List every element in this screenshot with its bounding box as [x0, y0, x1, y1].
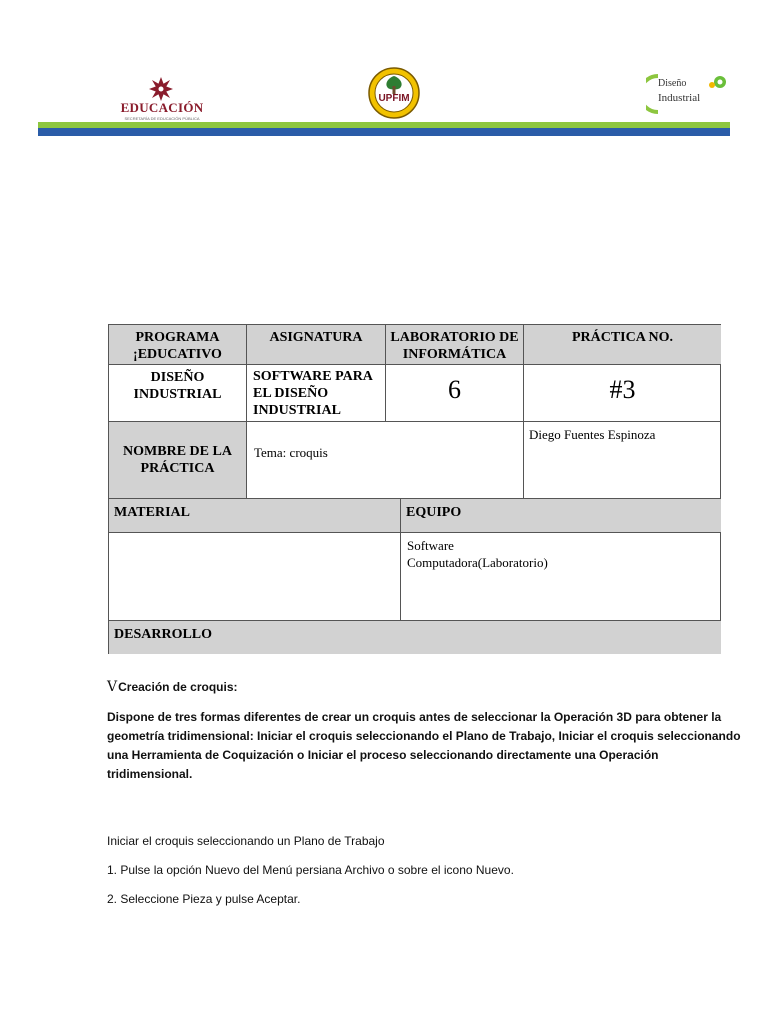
equipo-item: Software [407, 538, 454, 553]
header-asignatura: ASIGNATURA [247, 325, 386, 365]
equipo-list [401, 533, 721, 621]
intro-paragraph: Dispone de tres formas diferentes de crear un croquis antes de seleccionar la Operación 3D para obtener la geometría tridimensional: Iniciar el croquis seleccionando el Plano de Trabajo, Iniciar el croquis seleccionando una Herramienta de Coquización o Iniciar el proceso seleccionando directamente una Operación tridimensional. [107, 710, 741, 781]
educacion-logo [112, 66, 208, 122]
equipo-item: Computadora(Laboratorio) [407, 555, 548, 570]
material-value [109, 533, 401, 621]
equipo-header: EQUIPO [401, 499, 721, 533]
step-2: 2. Seleccione Pieza y pulse Aceptar. [107, 892, 301, 906]
header-laboratorio: LABORATORIO DE INFORMÁTICA [386, 325, 524, 365]
header-practica-no: PRÁCTICA NO. [524, 325, 721, 365]
nombre-practica-label: NOMBRE DE LA PRÁCTICA [109, 422, 247, 499]
programa-value: DISEÑO INDUSTRIAL [109, 365, 247, 422]
educacion-wordmark: EDUCACIÓN [120, 100, 204, 115]
material-header: MATERIAL [109, 499, 401, 533]
practice-info-table [108, 324, 721, 654]
check-bullet-icon: V [107, 679, 118, 695]
section-heading [107, 679, 238, 695]
step-1: 1. Pulse la opción Nuevo del Menú persiana Archivo o sobre el icono Nuevo. [107, 863, 514, 877]
diseno-industrial-logo [646, 72, 730, 116]
section-title: Creación de croquis: [118, 680, 238, 694]
subheading: Iniciar el croquis seleccionando un Plano de Trabajo [107, 834, 385, 848]
upfim-text: UPFIM [378, 93, 410, 104]
practica-number-value: #3 [524, 365, 721, 422]
diseno-label: Diseño [658, 78, 687, 89]
sep-subtitle: SECRETARÍA DE EDUCACIÓN PÚBLICA [124, 116, 200, 121]
header-programa: PROGRAMA ¡EDUCATIVO [109, 325, 247, 365]
upfim-logo [366, 66, 422, 120]
laboratorio-value: 6 [386, 365, 524, 422]
asignatura-value: SOFTWARE PARA EL DISEÑO INDUSTRIAL [247, 365, 386, 422]
industrial-label: Industrial [658, 92, 701, 104]
desarrollo-header: DESARROLLO [109, 621, 721, 654]
header-blue-bar [38, 128, 730, 136]
flower-emblem-icon [148, 76, 174, 102]
author-name: Diego Fuentes Espinoza [524, 422, 721, 499]
tema-value: Tema: croquis [247, 422, 524, 499]
